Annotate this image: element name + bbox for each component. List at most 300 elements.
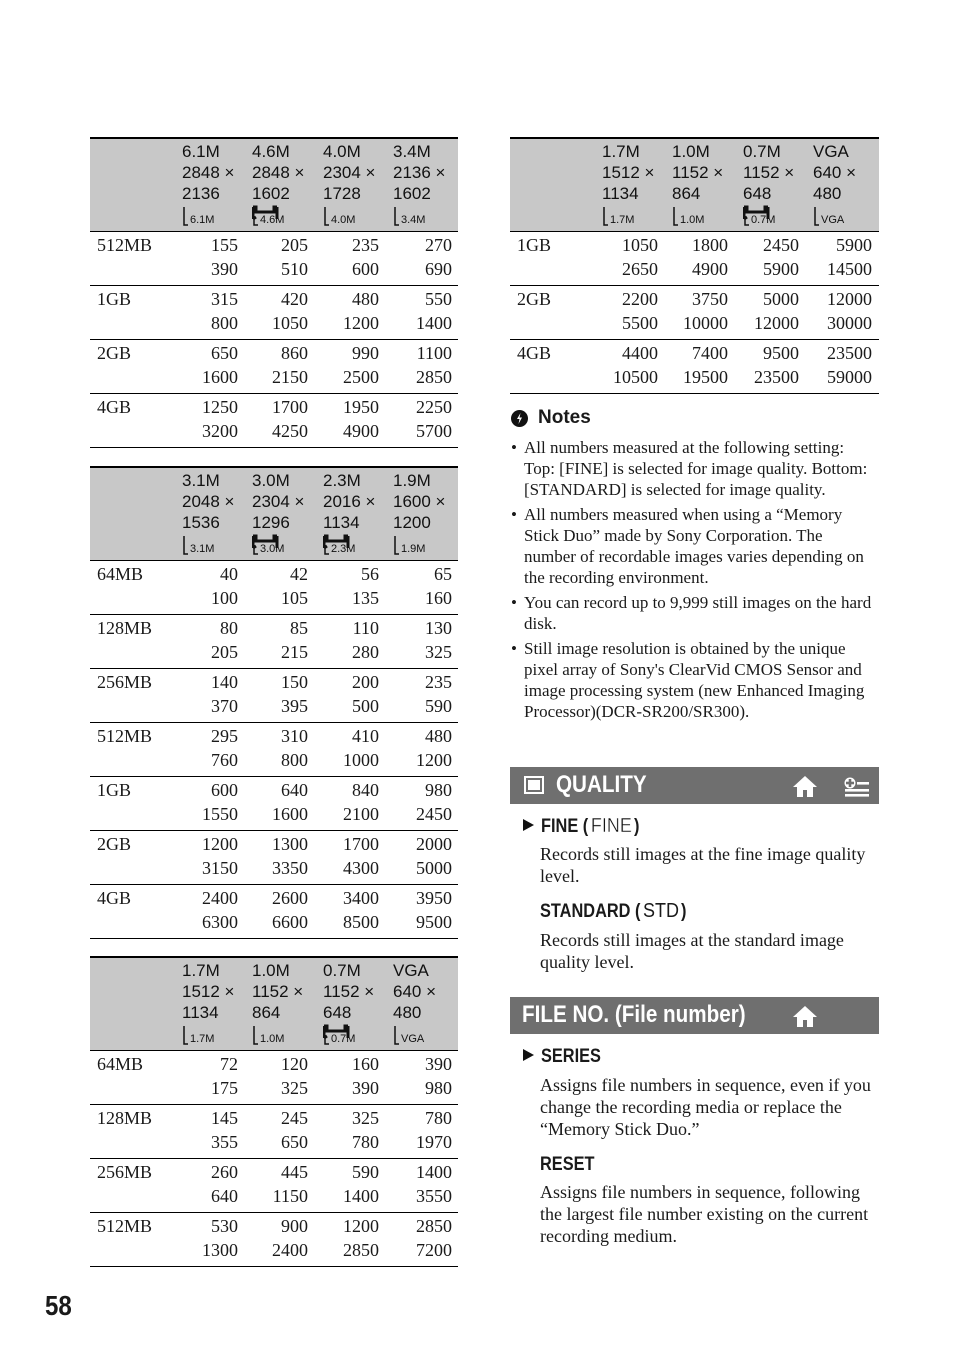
column-header-line: 1600 × (393, 492, 446, 511)
column-header-line: 0.7M (743, 142, 781, 161)
image-count-cell (392, 562, 452, 610)
table-header (510, 139, 879, 232)
image-count-cell (668, 233, 728, 281)
fine-count: 5000 (763, 289, 799, 309)
image-count-cell (319, 778, 379, 826)
image-size-icon-corner (745, 219, 749, 225)
fine-count: 2200 (622, 289, 658, 309)
standard-count: 10500 (613, 367, 658, 387)
column-header-line: 648 (323, 1003, 352, 1022)
quality-banner (510, 767, 879, 804)
fine-count: 310 (281, 726, 308, 746)
column-header-line: 2848 × (182, 163, 235, 182)
reset-option[interactable] (540, 1153, 603, 1177)
image-size-icon-label: 3.0M (260, 543, 285, 555)
fine-count: 12000 (827, 289, 872, 309)
image-count-cell (392, 341, 452, 389)
image-size-icon-corner (254, 548, 258, 554)
standard-count: 2850 (343, 1240, 379, 1260)
column-header-line: 1.0M (672, 142, 710, 161)
image-size-icon-frame (395, 536, 399, 554)
image-count-cell (392, 233, 452, 281)
standard-count: 23500 (754, 367, 799, 387)
image-size-icon-label: 6.1M (190, 214, 215, 226)
image-size-icon-label: 1.7M (610, 214, 635, 226)
image-count-cell (319, 616, 379, 664)
fine-count: 1400 (416, 1162, 452, 1182)
image-size-icon-frame (395, 1026, 399, 1044)
capacity-label: 128MB (97, 1108, 153, 1128)
image-count-cell (178, 287, 238, 335)
fine-count: 1200 (343, 1216, 379, 1236)
image-size-icon (252, 534, 310, 556)
standard-count: 650 (281, 1132, 308, 1152)
fine-count: 9500 (763, 343, 799, 363)
fine-count: 270 (425, 235, 452, 255)
column-header (393, 141, 461, 204)
fine-close: ) (634, 816, 640, 837)
column-header (393, 470, 461, 533)
fine-count: 650 (211, 343, 238, 363)
standard-count: 8500 (343, 912, 379, 932)
fine-count: 4400 (622, 343, 658, 363)
standard-description: Records still images at the standard image quality level. (540, 930, 844, 972)
image-count-cell (178, 341, 238, 389)
series-label: SERIES (540, 1046, 601, 1067)
image-count-cell (812, 287, 872, 335)
standard-count: 5700 (416, 421, 452, 441)
image-count-cell (319, 1160, 379, 1208)
standard-count: 6600 (272, 912, 308, 932)
standard-option[interactable] (540, 899, 687, 924)
fine-count: 1100 (416, 343, 452, 363)
image-size-icon (252, 205, 310, 227)
image-size-icon-label: 4.6M (260, 214, 285, 226)
column-header-line: 1512 × (182, 982, 235, 1001)
standard-count: 1150 (272, 1186, 308, 1206)
image-count-cell (812, 233, 872, 281)
fine-count: 1050 (622, 235, 658, 255)
home-icon (791, 774, 819, 803)
capacity-label: 4GB (97, 397, 132, 417)
table-bottom-left (90, 956, 458, 1267)
standard-count: 9500 (416, 912, 452, 932)
fine-count: 110 (352, 618, 379, 638)
table-row (90, 669, 458, 723)
column-header-line: 2136 × (393, 163, 446, 182)
table-row (90, 286, 458, 340)
standard-count: 2150 (272, 367, 308, 387)
image-count-cell (392, 1214, 452, 1262)
standard-count: 500 (352, 696, 379, 716)
standard-count: 510 (281, 259, 308, 279)
page-number: 58 (45, 1290, 72, 1321)
image-count-cell (392, 1106, 452, 1154)
image-size-icon (393, 1024, 451, 1046)
column-header-line: 1602 (252, 184, 290, 203)
standard-count: 10000 (683, 313, 728, 333)
table-top-right (510, 137, 879, 394)
standard-count: 5900 (763, 259, 799, 279)
standard-count: 1050 (272, 313, 308, 333)
fine-count: 42 (290, 564, 308, 584)
table-row (90, 1105, 458, 1159)
image-count-cell (248, 670, 308, 718)
standard-count: 59000 (827, 367, 872, 387)
table-row (510, 286, 879, 340)
column-header-line: 864 (672, 184, 701, 203)
file-number-banner (510, 997, 879, 1034)
table-header (90, 139, 458, 232)
image-count-cell (248, 233, 308, 281)
reset-description: Assigns file numbers in sequence, following the largest file number existing on the current recording medium. (540, 1182, 869, 1246)
image-count-cell (598, 341, 658, 389)
image-count-cell (178, 670, 238, 718)
standard-count: 3150 (202, 858, 238, 878)
image-size-icon (182, 534, 240, 556)
column-header (252, 960, 320, 1023)
standard-count: 800 (281, 750, 308, 770)
fine-count: 1950 (343, 397, 379, 417)
standard-count: 325 (281, 1078, 308, 1098)
image-size-icon-label: 2.3M (331, 543, 356, 555)
standard-count: 2650 (622, 259, 658, 279)
column-header (602, 141, 670, 204)
image-size-icon (743, 205, 801, 227)
image-size-icon (393, 205, 451, 227)
fine-count: 2400 (202, 888, 238, 908)
image-size-icon-label: 0.7M (751, 214, 776, 226)
image-count-cell (392, 1052, 452, 1100)
image-size-icon (602, 205, 660, 227)
note-item: • All numbers measured at the following setting: Top: [FINE] is selected for image quality. Bottom: [STANDARD] is selected for image quality. (511, 437, 877, 500)
column-header-line: 480 (813, 184, 842, 203)
fine-count: 640 (281, 780, 308, 800)
image-count-cell (248, 886, 308, 934)
fine-count: 1200 (202, 834, 238, 854)
standard-count: 1600 (272, 804, 308, 824)
image-count-cell (248, 1214, 308, 1262)
fine-description: Records still images at the fine image quality level. (540, 844, 866, 886)
fine-count: 260 (211, 1162, 238, 1182)
fine-count: 72 (220, 1054, 238, 1074)
column-header-line: 1134 (602, 184, 639, 203)
standard-count: 1300 (202, 1240, 238, 1260)
image-size-icon-label: 4.0M (331, 214, 356, 226)
image-count-cell (668, 341, 728, 389)
image-count-cell (178, 886, 238, 934)
capacity-label: 2GB (97, 834, 132, 854)
image-size-icon-label: 1.0M (680, 214, 705, 226)
fine-count: 3400 (343, 888, 379, 908)
table-row (90, 1213, 458, 1267)
fine-option[interactable] (522, 814, 641, 839)
fine-count: 990 (352, 343, 379, 363)
capacity-label: 1GB (97, 780, 132, 800)
image-count-cell (178, 1160, 238, 1208)
column-header-line: 1512 × (602, 163, 655, 182)
fine-count: 2250 (416, 397, 452, 417)
table-row (90, 561, 458, 615)
image-size-icon-label: 1.0M (260, 1033, 285, 1045)
image-count-cell (248, 616, 308, 664)
column-header-line: 2848 × (252, 163, 305, 182)
default-marker-icon (522, 815, 536, 839)
capacity-label: 64MB (97, 1054, 144, 1074)
image-count-cell (392, 778, 452, 826)
standard-count: 3200 (202, 421, 238, 441)
column-header-line: 1.7M (602, 142, 640, 161)
standard-count: 395 (281, 696, 308, 716)
standard-count: 215 (281, 642, 308, 662)
fine-count: 160 (352, 1054, 379, 1074)
column-header-line: 1152 × (252, 982, 304, 1001)
column-header (672, 141, 740, 204)
fine-count: 900 (281, 1216, 308, 1236)
column-header (182, 470, 250, 533)
fine-count: 1700 (343, 834, 379, 854)
column-header-line: 3.4M (393, 142, 431, 161)
image-count-cell (178, 778, 238, 826)
capacity-label: 512MB (97, 726, 153, 746)
image-count-cell (178, 832, 238, 880)
column-header (323, 470, 391, 533)
standard-count: 205 (211, 642, 238, 662)
column-header (252, 141, 320, 204)
table-row (510, 232, 879, 286)
fine-count: 3750 (692, 289, 728, 309)
fine-count: 40 (220, 564, 238, 584)
fine-count: 530 (211, 1216, 238, 1236)
standard-count: 1200 (416, 750, 452, 770)
standard-count: 1400 (343, 1186, 379, 1206)
fine-count: 860 (281, 343, 308, 363)
table-row (90, 777, 458, 831)
image-count-cell (319, 562, 379, 610)
series-option[interactable] (522, 1045, 610, 1069)
image-count-cell (319, 1052, 379, 1100)
fine-count: 140 (211, 672, 238, 692)
image-count-cell (178, 1052, 238, 1100)
column-header-line: 864 (252, 1003, 281, 1022)
image-size-icon-corner (325, 548, 329, 554)
fine-count: 420 (281, 289, 308, 309)
capacity-label: 128MB (97, 618, 153, 638)
image-size-icon-frame (254, 1026, 258, 1044)
image-count-cell (392, 616, 452, 664)
image-size-icon (252, 1024, 310, 1046)
image-count-cell (178, 616, 238, 664)
standard-count: 1970 (416, 1132, 452, 1152)
fine-count: 2850 (416, 1216, 452, 1236)
image-count-cell (319, 724, 379, 772)
image-count-cell (319, 395, 379, 443)
standard-count: 7200 (416, 1240, 452, 1260)
fine-count: 325 (352, 1108, 379, 1128)
personal-menu-icon (842, 774, 870, 803)
capacity-label: 2GB (517, 289, 552, 309)
image-size-icon (672, 205, 730, 227)
fine-count: 295 (211, 726, 238, 746)
image-count-cell (319, 832, 379, 880)
image-count-cell (178, 1214, 238, 1262)
column-header-line: 1.0M (252, 961, 290, 980)
fine-count: 980 (425, 780, 452, 800)
image-count-cell (248, 395, 308, 443)
standard-count: 5000 (416, 858, 452, 878)
note-item: • All numbers measured when using a “Memory Stick Duo” made by Sony Corporation. The number of recordable images varies depending on the recording environment. (511, 504, 877, 588)
standard-count: 600 (352, 259, 379, 279)
fine-count: 550 (425, 289, 452, 309)
image-count-cell (178, 1106, 238, 1154)
image-count-cell (178, 562, 238, 610)
table-row (90, 885, 458, 939)
capacity-label: 4GB (517, 343, 552, 363)
notes-icon (511, 410, 528, 427)
image-count-cell (319, 341, 379, 389)
standard-count: 14500 (827, 259, 872, 279)
capacity-label: 256MB (97, 1162, 153, 1182)
fine-count: 840 (352, 780, 379, 800)
standard-count: 4300 (343, 858, 379, 878)
image-size-icon-label: VGA (401, 1033, 425, 1045)
table-row (90, 615, 458, 669)
image-size-icon (182, 205, 240, 227)
image-size-icon-frame (184, 536, 188, 554)
column-header-line: 1152 × (323, 982, 375, 1001)
column-header (182, 141, 250, 204)
image-count-cell (248, 1160, 308, 1208)
table-row (90, 340, 458, 394)
standard-count: 390 (352, 1078, 379, 1098)
fine-count: 235 (425, 672, 452, 692)
column-header-line: VGA (813, 142, 849, 161)
image-count-cell (178, 395, 238, 443)
image-count-cell (739, 341, 799, 389)
standard-count: 1550 (202, 804, 238, 824)
standard-count: 980 (425, 1078, 452, 1098)
fine-count: 3950 (416, 888, 452, 908)
standard-count: 325 (425, 642, 452, 662)
capacity-label: 2GB (97, 343, 132, 363)
standard-count: 390 (211, 259, 238, 279)
column-header-line: 648 (743, 184, 772, 203)
fine-count: 85 (290, 618, 308, 638)
standard-count: 2450 (416, 804, 452, 824)
image-count-cell (812, 341, 872, 389)
image-count-cell (319, 1214, 379, 1262)
fine-count: 1700 (272, 397, 308, 417)
table-row (90, 232, 458, 286)
standard-count: 780 (352, 1132, 379, 1152)
image-size-icon-frame (674, 207, 678, 225)
standard-count: 160 (425, 588, 452, 608)
fine-count: 145 (211, 1108, 238, 1128)
capacity-label: 512MB (97, 235, 153, 255)
column-header-line: 1152 × (743, 163, 795, 182)
capacity-label: 512MB (97, 1216, 153, 1236)
table-top-left (90, 137, 458, 448)
column-header-line: 4.0M (323, 142, 361, 161)
image-count-cell (598, 233, 658, 281)
fine-count: 2600 (272, 888, 308, 908)
image-count-cell (319, 1106, 379, 1154)
image-count-cell (248, 562, 308, 610)
standard-count: 370 (211, 696, 238, 716)
table-row (90, 394, 458, 448)
image-size-icon-label: 1.7M (190, 1033, 215, 1045)
standard-count: 640 (211, 1186, 238, 1206)
table-row (510, 340, 879, 394)
fine-count: 155 (211, 235, 238, 255)
column-header-line: 1296 (252, 513, 290, 532)
column-header-line: 2016 × (323, 492, 376, 511)
image-size-icon (323, 205, 381, 227)
fine-count: 23500 (827, 343, 872, 363)
fine-count: 120 (281, 1054, 308, 1074)
standard-count: 690 (425, 259, 452, 279)
image-size-icon-label: VGA (821, 214, 845, 226)
fine-count: 2000 (416, 834, 452, 854)
fine-count: 480 (425, 726, 452, 746)
column-header-line: 3.1M (182, 471, 220, 490)
image-size-icon-frame (184, 207, 188, 225)
standard-count: 760 (211, 750, 238, 770)
fine-count: 1250 (202, 397, 238, 417)
fine-count: 780 (425, 1108, 452, 1128)
table-middle-left (90, 466, 458, 939)
image-size-icon-label: 3.1M (190, 543, 215, 555)
standard-count: 2100 (343, 804, 379, 824)
standard-count: 3550 (416, 1186, 452, 1206)
image-size-icon (813, 205, 871, 227)
image-count-cell (392, 287, 452, 335)
standard-count: 19500 (683, 367, 728, 387)
table-row (90, 831, 458, 885)
standard-count: 4250 (272, 421, 308, 441)
standard-count: 4900 (343, 421, 379, 441)
image-count-cell (392, 832, 452, 880)
column-header-line: 1602 (393, 184, 431, 203)
fine-count: 5900 (836, 235, 872, 255)
still-camera-icon (524, 776, 544, 794)
default-marker-icon (522, 1045, 536, 1069)
standard-count: 280 (352, 642, 379, 662)
fine-count: 410 (352, 726, 379, 746)
image-count-cell (739, 287, 799, 335)
image-size-icon-label: 0.7M (331, 1033, 356, 1045)
fine-count: 480 (352, 289, 379, 309)
fine-count: 1800 (692, 235, 728, 255)
image-count-cell (178, 724, 238, 772)
standard-count: 1400 (416, 313, 452, 333)
image-size-icon (393, 534, 451, 556)
standard-count: 175 (211, 1078, 238, 1098)
column-header (252, 470, 320, 533)
image-count-cell (248, 832, 308, 880)
standard-count: 800 (211, 313, 238, 333)
image-count-cell (319, 233, 379, 281)
capacity-label: 1GB (517, 235, 552, 255)
fine-count: 150 (281, 672, 308, 692)
column-header-line: 4.6M (252, 142, 290, 161)
standard-close: ) (680, 901, 687, 922)
fine-count: 65 (434, 564, 452, 584)
image-count-cell (248, 1052, 308, 1100)
column-header (743, 141, 811, 204)
column-header-line: 1728 (323, 184, 361, 203)
fine-count: 80 (220, 618, 238, 638)
